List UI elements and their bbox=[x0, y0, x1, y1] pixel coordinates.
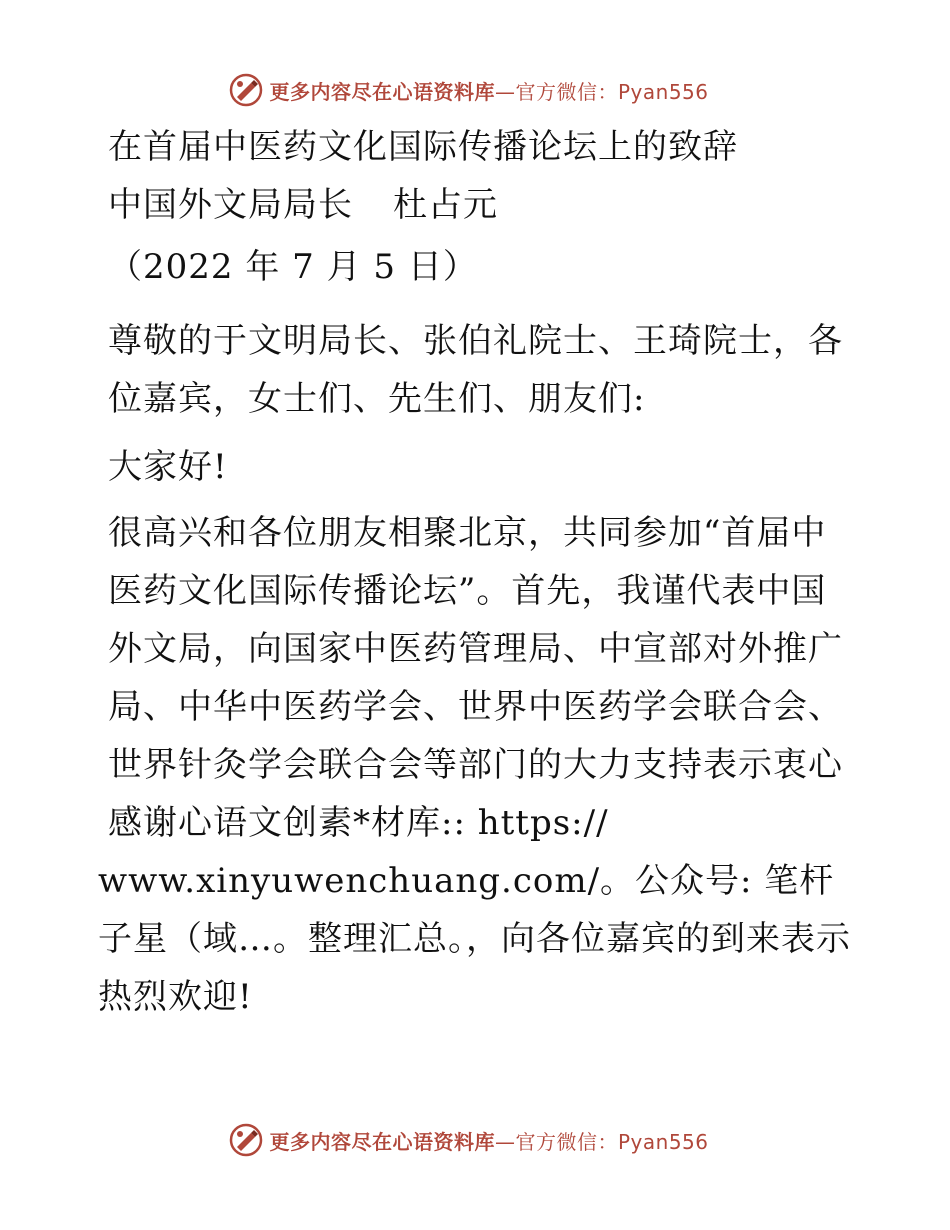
document-title: 在首届中医药文化国际传播论坛上的致辞 bbox=[108, 127, 738, 167]
banner-text bbox=[269, 76, 708, 105]
author-organization: 中国外文局局长 bbox=[108, 185, 353, 225]
banner-wechat-label: 官方微信： bbox=[515, 1129, 618, 1154]
body-paragraph-continued: www.xinyuwenchuang.com/。公众号: 笔杆子星（域…。整理汇总。，向各位嘉宾的到来表示热烈欢迎! bbox=[98, 861, 851, 1017]
greeting-paragraph: 大家好! bbox=[108, 447, 228, 487]
banner-separator: — bbox=[494, 1129, 516, 1154]
author-name: 杜占元 bbox=[393, 185, 498, 225]
banner-content-footer bbox=[229, 1123, 708, 1157]
banner-main-text: 更多内容尽在心语资料库 bbox=[269, 79, 495, 104]
document-date: （2022 年 7 月 5 日） bbox=[108, 247, 478, 287]
brand-logo-icon bbox=[229, 1123, 263, 1157]
header-banner bbox=[0, 70, 950, 110]
banner-text bbox=[269, 1126, 708, 1155]
banner-wechat-id: Pyan556 bbox=[617, 1129, 709, 1154]
document-body bbox=[98, 118, 858, 1026]
footer-banner bbox=[0, 1120, 950, 1160]
brand-logo-icon bbox=[229, 73, 263, 107]
banner-wechat-id: Pyan556 bbox=[617, 79, 709, 104]
banner-main-text: 更多内容尽在心语资料库 bbox=[269, 1129, 495, 1154]
body-paragraph: 很高兴和各位朋友相聚北京，共同参加“首届中医药文化国际传播论坛”。首先，我谨代表中国外文局，向国家中医药管理局、中宣部对外推广局、中华中医药学会、世界中医药学会联合会、世界针灸学会联合会等部门的大力支持表示衷心感谢心语文创素*材库:: https:// bbox=[108, 513, 843, 843]
banner-separator: — bbox=[494, 79, 516, 104]
salutation-paragraph: 尊敬的于文明局长、张伯礼院士、王琦院士，各位嘉宾，女士们、先生们、朋友们: bbox=[108, 321, 843, 419]
banner-wechat-label: 官方微信： bbox=[515, 79, 618, 104]
document-author bbox=[98, 176, 858, 234]
banner-content bbox=[229, 73, 708, 107]
